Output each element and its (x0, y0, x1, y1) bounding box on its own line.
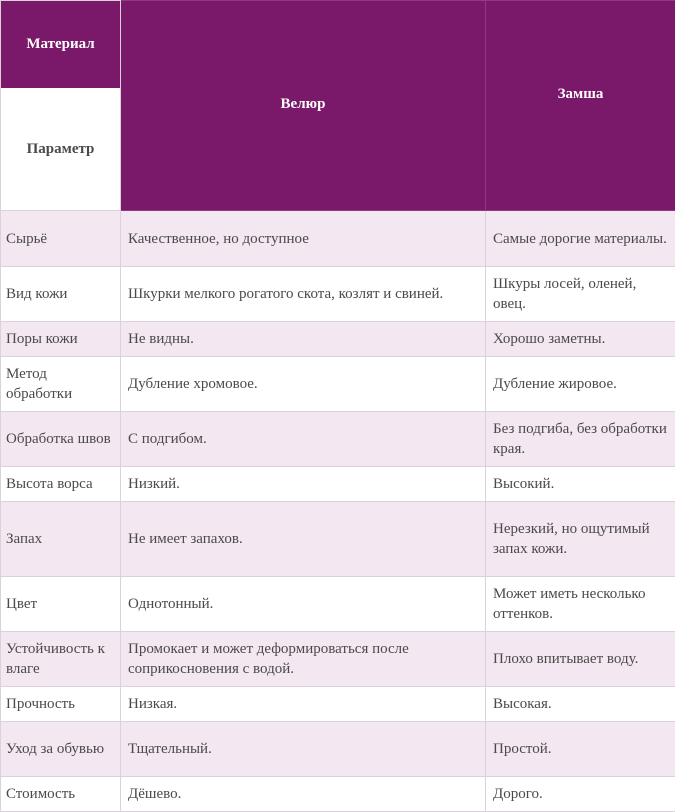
param-cell: Поры кожи (1, 322, 121, 357)
table-row (1, 467, 675, 502)
suede-cell: Дубление жировое. (486, 357, 675, 412)
header-row (1, 1, 675, 211)
velour-cell: Промокает и может деформироваться после соприкосновения с водой. (121, 632, 486, 687)
velour-cell: Не имеет запахов. (121, 502, 486, 577)
param-cell: Прочность (1, 687, 121, 722)
table-row (1, 322, 675, 357)
velour-cell: Дубление хромовое. (121, 357, 486, 412)
param-cell: Метод обработки (1, 357, 121, 412)
table-row (1, 777, 675, 812)
velour-cell: С подгибом. (121, 412, 486, 467)
table-row (1, 412, 675, 467)
suede-cell: Самые дорогие материалы. (486, 211, 675, 267)
param-cell: Устойчивость к влаге (1, 632, 121, 687)
table-row (1, 577, 675, 632)
param-cell: Цвет (1, 577, 121, 632)
table-row (1, 687, 675, 722)
param-cell: Высота ворса (1, 467, 121, 502)
suede-cell: Высокая. (486, 687, 675, 722)
velour-cell: Качественное, но доступное (121, 211, 486, 267)
velour-header-label: Велюр (281, 96, 326, 112)
velour-cell: Дёшево. (121, 777, 486, 812)
suede-header (486, 1, 675, 211)
param-cell: Уход за обувью (1, 722, 121, 777)
suede-cell: Шкуры лосей, оленей, овец. (486, 267, 675, 322)
suede-header-label: Замша (558, 86, 604, 102)
velour-cell: Низкая. (121, 687, 486, 722)
suede-cell: Нерезкий, но ощутимый запах кожи. (486, 502, 675, 577)
suede-cell: Может иметь несколько оттенков. (486, 577, 675, 632)
param-cell: Сырьё (1, 211, 121, 267)
table-row (1, 722, 675, 777)
velour-cell: Однотонный. (121, 577, 486, 632)
param-cell: Вид кожи (1, 267, 121, 322)
table-row (1, 211, 675, 267)
suede-cell: Дорого. (486, 777, 675, 812)
velour-cell: Не видны. (121, 322, 486, 357)
material-header: Материал (1, 1, 120, 88)
velour-cell: Тщательный. (121, 722, 486, 777)
velour-cell: Шкурки мелкого рогатого скота, козлят и свиней. (121, 267, 486, 322)
suede-cell: Высокий. (486, 467, 675, 502)
table-row (1, 632, 675, 687)
velour-cell: Низкий. (121, 467, 486, 502)
velour-header (121, 1, 486, 211)
table-row (1, 502, 675, 577)
table-row (1, 267, 675, 322)
suede-cell: Плохо впитывает воду. (486, 632, 675, 687)
param-cell: Обработка швов (1, 412, 121, 467)
corner-header-cell (1, 1, 121, 211)
param-cell: Стоимость (1, 777, 121, 812)
suede-cell: Простой. (486, 722, 675, 777)
suede-cell: Без подгиба, без обработки края. (486, 412, 675, 467)
table-row (1, 357, 675, 412)
param-cell: Запах (1, 502, 121, 577)
parameter-header: Параметр (1, 88, 120, 210)
suede-cell: Хорошо заметны. (486, 322, 675, 357)
